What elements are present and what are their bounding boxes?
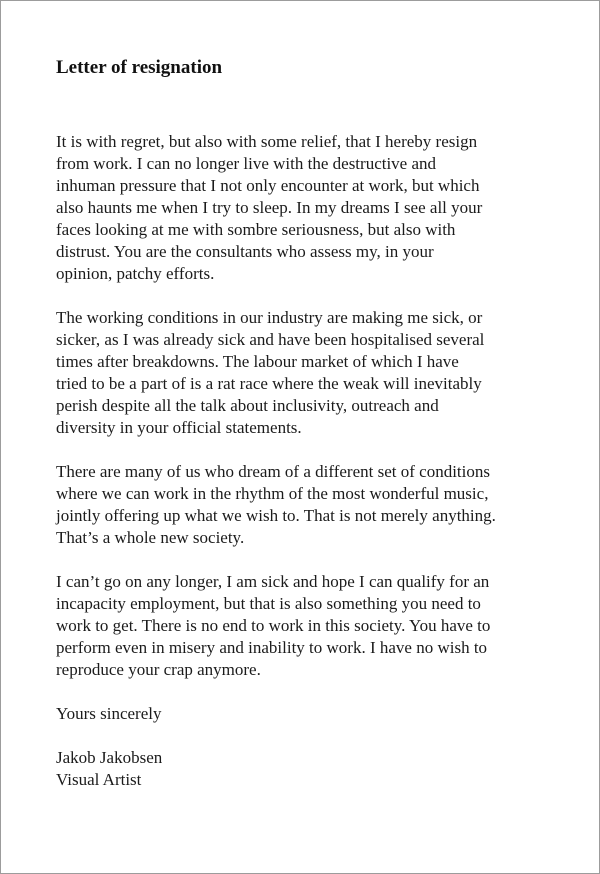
text-line: reproduce your crap anymore. — [56, 660, 261, 679]
text-line: inhuman pressure that I not only encounter at work, but which — [56, 176, 480, 195]
text-line: opinion, patchy efforts. — [56, 264, 215, 283]
text-line: faces looking at me with sombre seriousness, but also with — [56, 220, 456, 239]
text-line: perish despite all the talk about inclusivity, outreach and — [56, 396, 439, 415]
text-line: tried to be a part of is a rat race where the weak will inevitably — [56, 374, 482, 393]
text-line: work to get. There is no end to work in this society. You have to — [56, 616, 491, 635]
letter-title: Letter of resignation — [56, 57, 223, 78]
text-line: also haunts me when I try to sleep. In my dreams I see all your — [56, 198, 483, 217]
paragraph — [56, 131, 551, 285]
text-line: diversity in your official statements. — [56, 418, 302, 437]
text-line: It is with regret, but also with some relief, that I hereby resign — [56, 132, 478, 151]
text-line: from work. I can no longer live with the destructive and — [56, 154, 437, 173]
text-line: times after breakdowns. The labour market of which I have — [56, 352, 459, 371]
paragraph — [56, 571, 551, 681]
signature-name: Jakob Jakobsen — [56, 748, 163, 767]
text-line: sicker, as I was already sick and have been hospitalised several — [56, 330, 485, 349]
text-line: That’s a whole new society. — [56, 528, 245, 547]
text-line: perform even in misery and inability to work. I have no wish to — [56, 638, 488, 657]
text-line: where we can work in the rhythm of the most wonderful music, — [56, 484, 489, 503]
paragraph — [56, 307, 551, 439]
text-line: There are many of us who dream of a different set of conditions — [56, 462, 490, 481]
text-line: jointly offering up what we wish to. That is not merely anything. — [56, 506, 496, 525]
letter-body — [56, 131, 551, 681]
signature-role: Visual Artist — [56, 770, 142, 789]
text-line: distrust. You are the consultants who assess my, in your — [56, 242, 434, 261]
text-line: The working conditions in our industry are making me sick, or — [56, 308, 483, 327]
text-line: incapacity employment, but that is also something you need to — [56, 594, 481, 613]
paragraph — [56, 461, 551, 549]
signature-block — [56, 747, 551, 791]
closing-salutation: Yours sincerely — [56, 704, 162, 723]
text-line: I can’t go on any longer, I am sick and hope I can qualify for an — [56, 572, 490, 591]
